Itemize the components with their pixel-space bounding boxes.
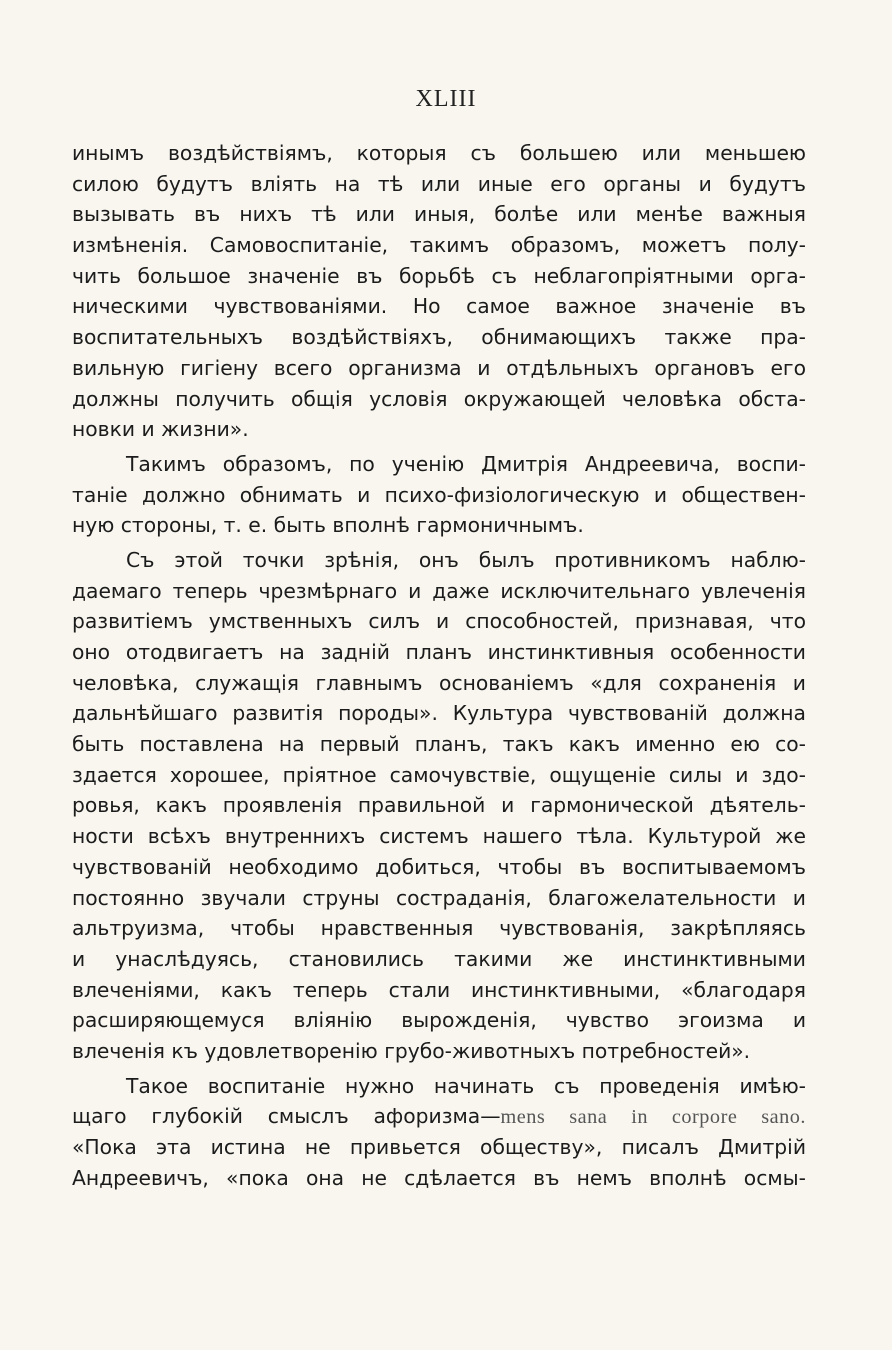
text-line: Съ этой точки зрѣнія, онъ былъ противникомъ наблю- <box>126 547 806 572</box>
text-line: и унаслѣдуясь, становились такими же инстинктивными <box>72 946 806 971</box>
text-line: Такое воспитаніе нужно начинать съ проведенія имѣю- <box>126 1073 806 1098</box>
paragraph-2 <box>72 449 806 541</box>
text-line: влеченія къ удовлетворенію грубо-животныхъ потребностей». <box>72 1038 751 1063</box>
text-line: воспитательныхъ воздѣйствіяхъ, обнимающихъ также пра- <box>72 325 806 350</box>
text-line: «Пока эта истина не привьется обществу», писалъ Дмитрій <box>72 1135 806 1159</box>
latin-phrase: mens sana in corpore sano. <box>500 1106 806 1129</box>
text-line: должны получить общія условія окружающей человѣка обста- <box>72 386 806 411</box>
text-line: влеченіями, какъ теперь стали инстинктивными, «благодаря <box>72 977 806 1002</box>
body-text <box>72 138 806 1193</box>
text-line: чувствованій необходимо добиться, чтобы въ воспитываемомъ <box>72 854 806 879</box>
text-line: чить большое значеніе въ борьбѣ съ неблагопріятными орга- <box>72 263 806 288</box>
text-line: ровья, какъ проявленія правильной и гармонической дѣятель- <box>72 793 806 818</box>
text-line: оно отодвигаетъ на задній планъ инстинктивныя особенности <box>72 640 806 664</box>
text-line: даемаго теперь чрезмѣрнаго и даже исключительнаго увлеченія <box>72 578 806 603</box>
text-line: вызывать въ нихъ тѣ или иныя, болѣе или менѣе важныя <box>72 202 806 227</box>
paragraph-1 <box>72 138 806 445</box>
text-line: человѣка, служащія главнымъ основаніемъ «для сохраненія и <box>72 670 806 695</box>
text-line: вильную гигіену всего организма и отдѣльныхъ органовъ его <box>72 355 806 380</box>
page-number: XLIII <box>415 86 477 112</box>
text-line-with-latin <box>72 1101 806 1132</box>
text-line: быть поставлена на первый планъ, такъ какъ именно ею со- <box>72 732 806 757</box>
text-line: ности всѣхъ внутреннихъ системъ нашего тѣла. Культурой же <box>72 824 806 849</box>
text-line: Такимъ образомъ, по ученію Дмитрія Андреевича, воспи- <box>126 451 806 476</box>
text-line: таніе должно обнимать и психо-физіологическую и обществен- <box>72 482 806 507</box>
text-line: ническими чувствованіями. Но самое важное значеніе въ <box>72 294 806 319</box>
text-line-start: щаго глубокій смыслъ афоризма— <box>72 1104 501 1129</box>
text-line: развитіемъ умственныхъ силъ и способностей, признавая, что <box>72 609 806 634</box>
paragraph-4 <box>72 1071 806 1194</box>
text-line: дальнѣйшаго развитія породы». Культура чувствованій должна <box>72 701 806 726</box>
text-line: силою будутъ влiять на тѣ или иные его органы и будутъ <box>72 171 806 196</box>
text-line: ную стороны, т. е. быть вполнѣ гармоничнымъ. <box>72 513 584 538</box>
text-line: здается хорошее, пріятное самочувствіе, ощущеніе силы и здо- <box>72 762 806 787</box>
text-line: Андреевичъ, «пока она не сдѣлается въ немъ вполнѣ осмы- <box>72 1165 806 1190</box>
text-line: инымъ воздѣйствіямъ, которыя съ большею или меньшею <box>72 141 806 165</box>
paragraph-3 <box>72 545 806 1067</box>
text-line: альтруизма, чтобы нравственныя чувствованія, закрѣпляясь <box>72 916 806 941</box>
text-line: новки и жизни». <box>72 417 249 442</box>
text-line: постоянно звучали струны состраданія, благожелательности и <box>72 885 806 910</box>
text-line: расширяющемуся вліянію вырожденія, чувство эгоизма и <box>72 1008 806 1033</box>
text-line: измѣненія. Самовоспитаніе, такимъ образомъ, можетъ полу- <box>72 233 806 258</box>
